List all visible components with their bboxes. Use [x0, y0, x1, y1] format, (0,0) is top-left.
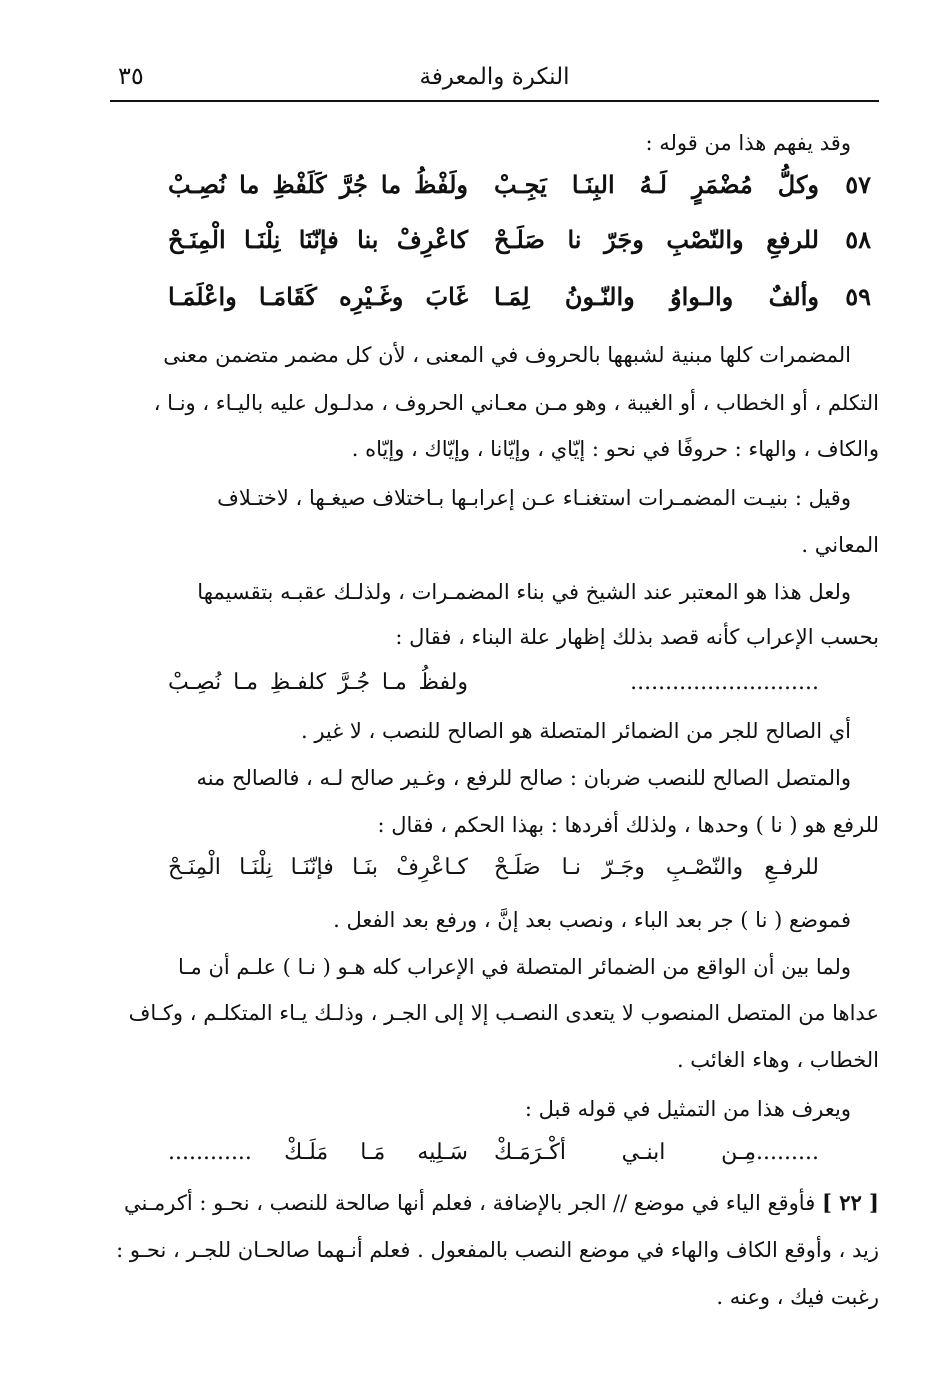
- paragraph-line: المعاني .: [801, 533, 879, 557]
- paragraph-line: التكلم ، أو الخطاب ، أو الغيبة ، وهو مـن معـاني الحروف ، مدلـول عليه باليـاء ، ونـا ،: [153, 391, 879, 415]
- verse-first-hemistich: للرفـعِ والنّصْـبِ وجَـرّ نـا صَلَـحْ: [494, 855, 819, 880]
- chapter-title: النكرة والمعرفة: [419, 64, 570, 90]
- cited-verse-3: [110, 1140, 879, 1174]
- verse-second-hemistich: غَابَ وغَـيْرِه كَقَامَـا واعْلَمَـا: [168, 282, 468, 311]
- paragraph-line: فموضع ( نا ) جر بعد الباء ، ونصب بعد إنَّ ، ورفع بعد الفعل .: [333, 908, 851, 932]
- paragraph-line: وقيل : بنيـت المضمـرات استغنـاء عـن إعرابـها بـاختلاف صيغـها ، لاختـلاف: [217, 486, 851, 510]
- intro-line: وقد يفهم هذا من قوله :: [645, 131, 851, 155]
- paragraph-line: ولعل هذا هو المعتبر عند الشيخ في بناء المضمـرات ، ولذلـك عقبـه بتقسيمها: [197, 580, 851, 604]
- verse-second-hemistich: ولفظُ مـا جُـرَّ كلفـظِ مـا نُصِـبْ: [168, 670, 468, 695]
- verse-first-hemistich: وألفٌ والـواوُ والنّـونُ لِمَـا: [494, 282, 819, 311]
- verse-first-hemistich: .........مِـن ابنـي أكْـرَمَـكْ: [494, 1140, 819, 1165]
- paragraph-line: ولما بين أن الواقع من الضمائر المتصلة في الإعراب كله هـو ( نـا ) علـم أن مـا: [177, 955, 851, 979]
- paragraph-line: أي الصالح للجر من الضمائر المتصلة هو الصالح للنصب ، لا غير .: [300, 719, 851, 743]
- page-number: ٣٥: [118, 62, 144, 90]
- verse-number: ٥٨: [845, 225, 871, 254]
- verse-number: ٥٩: [845, 282, 871, 311]
- paragraph-line: والمتصل الصالح للنصب ضربان : صالح للرفع ، وغـير صالح لـه ، فالصالح منه: [196, 766, 851, 790]
- verse-second-hemistich: سَـلِيه مَـا مَلَـكْ ............: [168, 1140, 468, 1165]
- verse-first-hemistich: ...........................: [630, 670, 819, 695]
- cited-verse-1: [110, 670, 879, 704]
- verse-first-hemistich: للرفعِ والنّصْبِ وجَرّ نا صَلَـحْ: [494, 225, 819, 254]
- paragraph-line: عداها من المتصل المنصوب لا يتعدى النصـب إلا إلى الجـر ، وذلـك يـاء المتكلـم ، وكـاف: [128, 1001, 879, 1025]
- footnote-line: [110, 1188, 879, 1218]
- verse-second-hemistich: ولَفْظُ ما جُرَّ كَلَفْظِ ما نُصِـبْ: [168, 170, 468, 199]
- footnote-marker: [ ٢٢ ]: [821, 1190, 879, 1215]
- paragraph-line: للرفع هو ( نا ) وحدها ، ولذلك أفردها : بهذا الحكم ، فقال :: [377, 813, 879, 837]
- footnote-line: زيد ، وأوقع الكاف والهاء في موضع النصب بالمفعول . فعلم أنـهما صالحـان للجـر ، نحـو :: [116, 1238, 879, 1262]
- cited-verse-2: [110, 855, 879, 889]
- verse-59: [110, 280, 879, 320]
- verse-57: [110, 168, 879, 208]
- page-header: [110, 58, 879, 100]
- paragraph-line: المضمرات كلها مبنية لشبهها بالحروف في المعنى ، لأن كل مضمر متضمن معنى: [163, 343, 851, 367]
- verse-second-hemistich: كـاعْرِفْ بنَـا فإنّنَـا نِلْنَـا الْمِنَـحْ: [168, 855, 468, 880]
- paragraph-line: ويعرف هذا من التمثيل في قوله قبل :: [524, 1097, 851, 1121]
- paragraph-line: الخطاب ، وهاء الغائب .: [676, 1048, 879, 1072]
- footnote-line: رغبت فيك ، وعنه .: [716, 1285, 879, 1309]
- verse-second-hemistich: كاعْرِفْ بنا فإنّنَا نِلْنَـا الْمِنَـحْ: [168, 225, 468, 254]
- paragraph-line: بحسب الإعراب كأنه قصد بذلك إظهار علة البناء ، فقال :: [395, 625, 879, 649]
- footnote-text: فأوقع الياء في موضع // الجر بالإضافة ، فعلم أنها صالحة للنصب ، نحـو : أكرمـني: [124, 1191, 816, 1215]
- paragraph-line: والكاف ، والهاء : حروفًا في نحو : إيّاي ، وإيّانا ، وإيّاك ، وإيّاه .: [351, 437, 879, 461]
- header-divider: [110, 100, 879, 102]
- verse-number: ٥٧: [845, 170, 871, 199]
- verse-first-hemistich: وكلُّ مُضْمَرٍ لَـهُ البِنَـا يَجِـبْ: [494, 170, 819, 199]
- verse-58: [110, 223, 879, 263]
